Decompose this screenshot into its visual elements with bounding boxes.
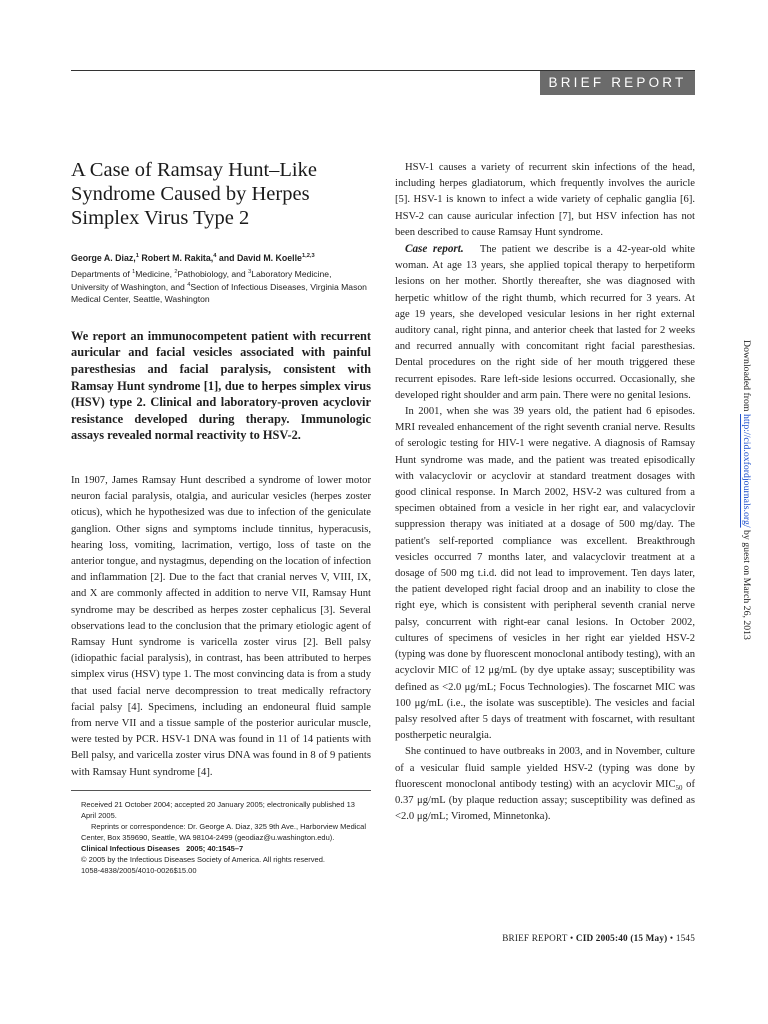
copyright-note: © 2005 by the Infectious Diseases Society of America. All rights reserved. — [81, 854, 325, 864]
abstract: We report an immunocompetent patient with recurrent auricular and facial vesicles associated with painful paresthesias and facial paralysis, consistent with Ramsay Hunt syndrome [1], due to herpes simplex virus (HSV) type 2. Clinical and laboratory-proven acyclovir resistance developed during therapy. Immunologic assays revealed normal reactivity to HSV-2. — [71, 328, 371, 443]
body-paragraph: In 1907, James Ramsay Hunt described a syndrome of lower motor neuron facial paralysis, otalgia, and auricular vesicles (herpes zoster oticus), which he hypothesized was due to infection of the geniculate ganglion. Other signs and symptoms include tinnitus, hyperacusis, hearing loss, vomiting, lacrimation, vertigo, loss of taste on the anterior tongue, and nystagmus, depending on the location of infection and inflammation [2]. Due to the fact that cranial nerves V, VIII, IX, and X are commonly affected in addition to nerve VII, Ramsay Hunt syndrome may be described as herpes zoster cephalicus [3]. Several observations lead to the conclusion that the primary etiologic agent of Ramsay Hunt syndrome is varicella zoster virus [2]. Bell palsy (idiopathic facial paralysis), in contrast, has been attributed to herpes simplex virus (HSV) type 1. The most convincing data is from a study that used facial nerve decompression to treat medically refractory facial palsy [4]. Specimens, including an endoneural fluid sample from nerve VII and a tissue sample of the posterior auricular muscle, were tested by PCR. HSV-1 DNA was found in 11 of 14 patients with Bell palsy, and varicella zoster virus DNA was found in 8 of 9 patients with Ramsay Hunt syndrome [4]. — [71, 474, 371, 778]
footer-citation: CID 2005:40 (15 May) — [575, 933, 668, 943]
journal-note — [71, 843, 371, 854]
body-paragraph — [395, 744, 695, 825]
footnote-divider — [71, 790, 371, 791]
author-sup: 1,2,3 — [301, 253, 315, 260]
journal-name: Clinical Infectious Diseases — [81, 843, 180, 853]
issn-note: 1058-4838/2005/4010-0026$15.00 — [81, 865, 197, 875]
footer-section: BRIEF REPORT — [502, 933, 568, 943]
received-note: Received 21 October 2004; accepted 20 January 2005; electronically published 13 April 2005. — [81, 799, 355, 820]
mic-subscript: 50 — [675, 784, 683, 792]
download-watermark — [738, 340, 752, 670]
affiliation-sup: 1 — [132, 269, 136, 276]
body-text-span: She continued to have outbreaks in 2003, and in November, culture of a vesicular fluid sample yielded HSV-2 (typing was done by fluorescent monoclonal antibody testing) with an acyclovir MIC — [395, 746, 695, 790]
right-body — [395, 160, 695, 825]
page-number: 1545 — [675, 933, 695, 943]
affiliation-text: Medicine, — [135, 269, 175, 279]
body-paragraph: HSV-1 causes a variety of recurrent skin infections of the head, including herpes gladiatorum, which frequently involves the auricle [5]. HSV-1 is known to infect a wide variety of cephalic ganglia [6]. HSV-2 can cause auricular infection [7], but HSV infection has not been described to cause Ramsay Hunt syndrome. — [395, 162, 695, 238]
affiliation-sup: 4 — [187, 281, 191, 288]
affiliation-sup: 3 — [248, 269, 252, 276]
footer-separator: • — [569, 933, 574, 943]
case-report-text: The patient we describe is a 42-year-old white woman. At age 13 years, she applied topical therapy to herpetiform lesions on her mother. Shortly thereafter, she was diagnosed with herpetic whitlow of the right thumb, which recurred for 3 years. At age 19 years, she developed vesicular lesions in her right external auditory canal, right pinna, and anterior cheek that lasted for 2 weeks and recurred annually with concomitant right facial paresthesias. Dental procedures on the right side of her mouth triggered these recurrent episodes. Rare left-side lesions occurred. Occasionally, she developed right shoulder and arm pain. There were no genital lesions. — [395, 244, 696, 401]
journal-ref: 2005; 40:1545–7 — [186, 843, 244, 853]
journal-link[interactable]: http://cid.oxfordjournals.org/ — [741, 414, 752, 528]
case-report-label: Case report. — [405, 243, 464, 256]
author-sup: 4 — [213, 253, 217, 260]
left-column — [71, 158, 371, 876]
article-title: A Case of Ramsay Hunt–Like Syndrome Caused by Herpes Simplex Virus Type 2 — [71, 159, 317, 229]
affiliations — [71, 268, 371, 306]
author-sup: 1 — [135, 253, 139, 260]
body-text-span: of 0.37 μg/mL (by plaque reduction assay; susceptibility was defined as <2.0 μg/mL; Viromed, Minnetonka). — [395, 778, 695, 823]
footer-separator: • — [669, 933, 674, 943]
affiliation-text: Section of Infectious Diseases, Virginia Mason Medical Center, Seattle, Washington — [71, 281, 367, 305]
section-banner: BRIEF REPORT — [540, 71, 695, 95]
affiliation-text: Departments of — [71, 269, 133, 279]
body-paragraph: In 2001, when she was 39 years old, the patient had 6 episodes. MRI revealed enhancement of the right seventh cranial nerve. Results of serologic testing for HIV-1 were negative. A diagnosis of Ramsay Hunt syndrome was made, and the patient was treated episodically with valacyclovir or acyclovir at standard treatment dosages with good clinical response. In March 2002, HSV-2 was cultured from a specimen obtained from a vesicle in her right ear, and valacyclovir suppression therapy was initiated at a dosage of 500 mg/day. The patient's self-reported compliance was excellent. Breakthrough vesicles occurred 7 months later, and valacyclovir treatment at a dosage of 500 mg t.i.d. did not lead to improvement. Ten days later, the patient developed right facial droop and an inability to close the right eye, which is consistent with peripheral seventh cranial nerve palsy, concurrent with right-ear canal lesions. In October 2002, cultures of specimens of vesicles in her right ear yielded HSV-2 (typing was done by fluorescent monoclonal antibody testing), with an acyclovir MIC of 12 μg/mL (by dye uptake assay; susceptibility was defined as <2.0 μg/mL; Focus Technologies). The foscarnet MIC was 100 μg/mL (i.e., the isolate was susceptible). The vesicles and facial palsy resolved after 5 days of treatment with foscarnet, with resultant postherpetic neuralgia. — [395, 406, 695, 742]
author-name: Robert M. Rakita, — [141, 253, 214, 263]
affiliation-text: Laboratory Medicine, University of Washington, and — [71, 269, 332, 292]
author-list — [71, 252, 371, 264]
download-prefix: Downloaded from — [741, 340, 752, 415]
author-name: George A. Diaz, — [71, 253, 136, 263]
page-footer — [395, 933, 695, 943]
affiliation-text: Pathobiology, and — [177, 269, 249, 279]
reprints-note: Reprints or correspondence: Dr. George A. Diaz, 325 9th Ave., Harborview Medical Center, Box 359690, Seattle, WA 98104-2499 (geodiaz@u.washington.edu). — [81, 821, 366, 842]
affiliation-sup: 2 — [174, 269, 178, 276]
case-report-paragraph — [395, 241, 695, 404]
author-name: David M. Koelle — [236, 253, 302, 263]
left-body — [71, 473, 371, 781]
right-column — [395, 160, 695, 825]
author-and: and — [218, 253, 235, 263]
download-suffix: by guest on March 26, 2013 — [741, 527, 752, 640]
footnotes — [71, 799, 371, 876]
